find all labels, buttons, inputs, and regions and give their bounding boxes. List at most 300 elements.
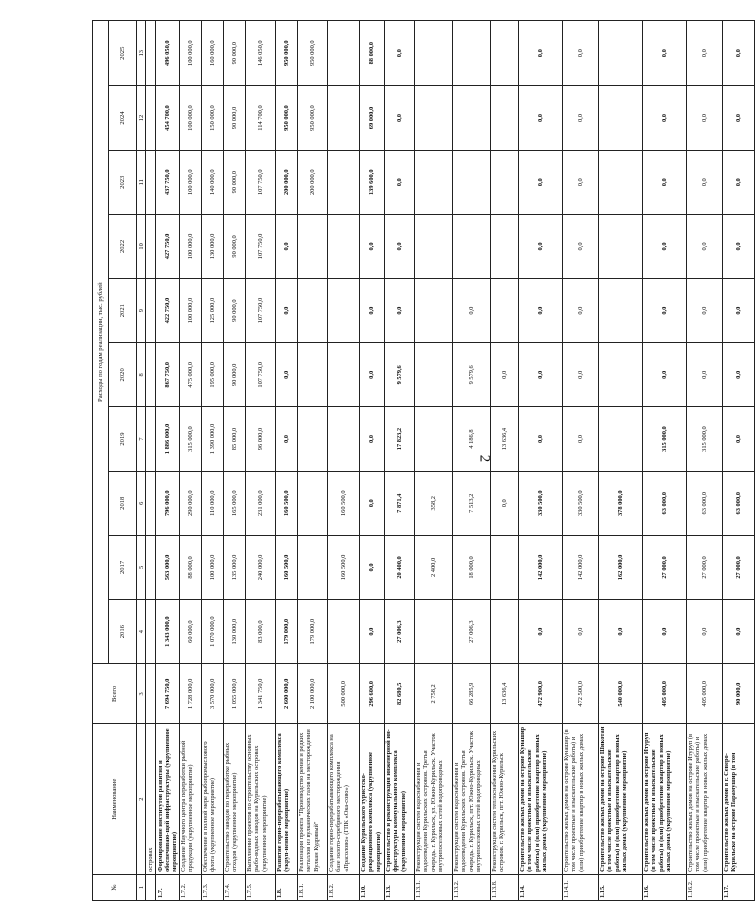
row-year-value: 100 000,0 — [179, 86, 201, 150]
row-year-value: 9 579,6 — [452, 343, 490, 407]
row-year-value — [598, 214, 642, 278]
row-year-value — [414, 407, 452, 471]
row-year-value: 0,0 — [598, 600, 642, 664]
table-row — [598, 21, 642, 901]
row-year-value: 0,0 — [642, 214, 686, 278]
row-year-value: 422 750,0 — [156, 279, 180, 343]
row-number: 1.13.2. — [452, 874, 490, 900]
table-row — [179, 21, 201, 901]
row-year-value: 0,0 — [686, 343, 722, 407]
row-year-value: 0,0 — [722, 343, 754, 407]
row-year-value: 107 750,0 — [245, 150, 275, 214]
row-year-value — [490, 214, 518, 278]
row-year-value: 7 513,2 — [452, 471, 490, 535]
row-name: Строительство жилых домов на острове Кунашир (в том числе проектные и изыскательские работы) и (или) приобретение квартир в новых жилых домах — [562, 724, 598, 874]
header-year: 2022 — [109, 214, 137, 278]
header-year: 2025 — [109, 21, 137, 86]
row-year-value — [327, 150, 359, 214]
row-year-value: 0,0 — [562, 279, 598, 343]
row-year-value: 142 000,0 — [518, 535, 562, 599]
row-year-value: 18 000,0 — [452, 535, 490, 599]
row-number: 1.13. — [384, 874, 414, 900]
row-year-value: 160 500,0 — [327, 471, 359, 535]
row-year-value: 179 000,0 — [297, 600, 327, 664]
header-year: 2021 — [109, 279, 137, 343]
table-row — [297, 21, 327, 901]
header-year: 2018 — [109, 471, 137, 535]
row-name: Создание Курильского туристско-рекреационного комплекса (укрупненное мероприятие) — [359, 724, 384, 874]
row-year-value: 27 006,3 — [384, 600, 414, 664]
row-number: 1.8.2. — [327, 874, 359, 900]
row-year-value: 0,0 — [722, 600, 754, 664]
row-name: Создание Научного центра переработки рыбной продукции (укрупненное мероприятие) — [179, 724, 201, 874]
row-year-value: 27 000,0 — [722, 535, 754, 599]
row-year-value: 0,0 — [275, 407, 297, 471]
row-year-value — [598, 279, 642, 343]
row-year-value: 69 000,0 — [359, 86, 384, 150]
table-body — [146, 21, 755, 901]
row-year-value: 0,0 — [384, 21, 414, 86]
row-year-value: 231 000,0 — [245, 471, 275, 535]
row-year-value: 0,0 — [359, 471, 384, 535]
row-year-value — [452, 214, 490, 278]
row-year-value — [146, 600, 156, 664]
row-year-value: 330 500,0 — [562, 471, 598, 535]
row-name: Реконструкция систем водоснабжения и водоотведения Курильских островов. Третья очередь. г. Курильск, пгт. Южно-Курильск. Участок внутрипоселковых сетей водопроводных — [452, 724, 490, 874]
row-year-value — [146, 535, 156, 599]
row-year-value: 90 000,0 — [223, 343, 245, 407]
row-number: 1.7. — [156, 874, 180, 900]
table-row — [642, 21, 686, 901]
row-year-value — [598, 21, 642, 86]
row-year-value: 0,0 — [275, 279, 297, 343]
row-year-value: 27 000,0 — [686, 535, 722, 599]
row-year-value: 179 000,0 — [275, 600, 297, 664]
row-total: 7 694 750,0 — [156, 664, 180, 724]
row-year-value: 0,0 — [642, 21, 686, 86]
row-total: 1 055 000,0 — [223, 664, 245, 724]
row-year-value: 0,0 — [562, 407, 598, 471]
row-year-value: 1 343 000,0 — [156, 600, 180, 664]
row-year-value: 475 000,0 — [179, 343, 201, 407]
row-year-value: 0,0 — [686, 21, 722, 86]
row-year-value: 0,0 — [452, 279, 490, 343]
row-year-value: 88 000,0 — [359, 21, 384, 86]
row-year-value: 867 750,0 — [156, 343, 180, 407]
row-year-value: 1 070 000,0 — [201, 600, 223, 664]
table-row — [562, 21, 598, 901]
table-row — [146, 21, 156, 901]
row-total: 472 900,0 — [518, 664, 562, 724]
row-year-value: 0,0 — [722, 407, 754, 471]
row-year-value: 496 050,0 — [156, 21, 180, 86]
row-number: 1.14.1. — [562, 874, 598, 900]
row-year-value — [146, 343, 156, 407]
row-year-value: 950 000,0 — [275, 21, 297, 86]
row-year-value: 20 400,0 — [384, 535, 414, 599]
row-year-value: 950 000,0 — [297, 21, 327, 86]
header-year: 2023 — [109, 150, 137, 214]
row-year-value — [414, 343, 452, 407]
row-year-value: 0,0 — [359, 600, 384, 664]
row-total: 82 680,5 — [384, 664, 414, 724]
row-year-value: 88 000,0 — [179, 535, 201, 599]
row-number: 1.16. — [642, 874, 686, 900]
row-year-value: 315 000,0 — [642, 407, 686, 471]
row-year-value: 0,0 — [686, 150, 722, 214]
row-year-value: 378 000,0 — [598, 471, 642, 535]
row-number: 1.13.1. — [414, 874, 452, 900]
row-year-value: 27 006,3 — [452, 600, 490, 664]
row-year-value — [414, 21, 452, 86]
header-name: Наименование — [93, 724, 137, 874]
row-name: Формирование институтов развития и обеспечиваю-щей инфраструктуры (укрупненное мероприятие) — [156, 724, 180, 874]
row-name: Строительство жилых домов в г. Северо-Курильске на острове Парамушир (в том — [722, 724, 754, 874]
row-year-value — [146, 86, 156, 150]
row-year-value: 63 000,0 — [642, 471, 686, 535]
row-year-value: 950 000,0 — [275, 86, 297, 150]
row-total: 405 000,0 — [686, 664, 722, 724]
row-year-value — [414, 150, 452, 214]
column-number: 12 — [137, 86, 146, 150]
row-year-value: 0,0 — [642, 279, 686, 343]
row-total: 540 000,0 — [598, 664, 642, 724]
table-row — [275, 21, 297, 901]
row-year-value — [297, 214, 327, 278]
column-number: 9 — [137, 279, 146, 343]
row-year-value: 96 000,0 — [245, 407, 275, 471]
row-year-value: 1 390 000,0 — [201, 407, 223, 471]
row-year-value: 0,0 — [518, 214, 562, 278]
row-year-value — [452, 21, 490, 86]
row-year-value: 0,0 — [518, 407, 562, 471]
row-year-value: 110 000,0 — [201, 471, 223, 535]
column-number: 13 — [137, 21, 146, 86]
row-year-value: 162 000,0 — [598, 535, 642, 599]
row-total: 1 728 000,0 — [179, 664, 201, 724]
row-year-value: 114 700,0 — [245, 86, 275, 150]
row-year-value: 0,0 — [722, 279, 754, 343]
row-year-value — [297, 471, 327, 535]
row-year-value — [146, 471, 156, 535]
row-year-value: 0,0 — [562, 343, 598, 407]
table-row — [384, 21, 414, 901]
row-year-value: 0,0 — [642, 343, 686, 407]
row-year-value: 0,0 — [518, 150, 562, 214]
row-total — [146, 664, 156, 724]
row-year-value: 100 000,0 — [179, 214, 201, 278]
row-year-value: 60 000,0 — [179, 600, 201, 664]
row-year-value: 90 000,0 — [223, 279, 245, 343]
row-year-value — [490, 279, 518, 343]
row-year-value: 454 700,0 — [156, 86, 180, 150]
row-year-value: 90 000,0 — [223, 21, 245, 86]
header-year: 2019 — [109, 407, 137, 471]
row-name: Строительство и реконструкция инженерной ин-фраструктуры коммунального комплекса (укрупненное мероприятие) — [384, 724, 414, 874]
row-name: Строительство заводов по переработке рыбных отходов (укрупненное мероприятие) — [223, 724, 245, 874]
row-number: 1.7.2. — [179, 874, 201, 900]
row-number: 1.7.3. — [201, 874, 223, 900]
row-name: Строительство жилых домов на острове Кунашир (в том числе проектные и изыскательские работы) и (или) приобретение квартир в новых жилых домах (укрупненное мероприятие) — [518, 724, 562, 874]
row-name: Выполнение проектов по строительству основных рыбо-водных заводов на Курильских островах (укрупненное мероприятие) — [245, 724, 275, 874]
row-year-value: 90 000,0 — [223, 214, 245, 278]
row-year-value — [297, 279, 327, 343]
row-year-value: 160 500,0 — [327, 535, 359, 599]
row-number: 1.7.4. — [223, 874, 245, 900]
row-name: Развитие горно-перерабатывающего комплекса (укруп-ненное мероприятие) — [275, 724, 297, 874]
column-number: 7 — [137, 407, 146, 471]
row-year-value: 27 000,0 — [642, 535, 686, 599]
row-year-value — [146, 150, 156, 214]
row-total: 90 000,0 — [722, 664, 754, 724]
row-year-value — [452, 86, 490, 150]
row-year-value: 0,0 — [275, 343, 297, 407]
row-year-value — [146, 214, 156, 278]
row-year-value — [327, 86, 359, 150]
budget-table — [92, 20, 755, 901]
row-name: Строительство жилых домов на острове Итуруп (в том числе проектные и изыскательские работы) и (или) приобретение квартир в новых жилых домах (укрупненное мероприятие) — [642, 724, 686, 874]
row-total: 66 285,9 — [452, 664, 490, 724]
column-number: 11 — [137, 150, 146, 214]
row-year-value: 315 000,0 — [179, 407, 201, 471]
row-year-value: 107 750,0 — [245, 279, 275, 343]
row-year-value: 63 000,0 — [686, 471, 722, 535]
row-year-value: 0,0 — [686, 86, 722, 150]
row-year-value: 135 000,0 — [223, 535, 245, 599]
row-number — [146, 874, 156, 900]
row-year-value: 0,0 — [518, 279, 562, 343]
row-year-value: 0,0 — [359, 535, 384, 599]
budget-table-container — [92, 20, 742, 901]
row-year-value — [598, 343, 642, 407]
column-number: 6 — [137, 471, 146, 535]
row-year-value: 146 050,0 — [245, 21, 275, 86]
row-year-value: 796 000,0 — [156, 471, 180, 535]
row-year-value: 0,0 — [359, 343, 384, 407]
row-year-value: 0,0 — [722, 86, 754, 150]
header-total: Всего — [93, 664, 137, 724]
row-name: Строительство жилых домов на острове Шикотан (в том числе проектные и изыскательские работы) и (или) приобретение квартир в новых жилых домах (укрупненное мероприятие) — [598, 724, 642, 874]
row-year-value: 9 579,6 — [384, 343, 414, 407]
column-number: 2 — [137, 724, 146, 874]
row-year-value: 358,2 — [414, 471, 452, 535]
row-year-value — [490, 535, 518, 599]
column-number: 1 — [137, 874, 146, 900]
row-year-value: 140 000,0 — [201, 150, 223, 214]
row-year-value: 437 750,0 — [156, 150, 180, 214]
header-num: № — [93, 874, 137, 900]
row-year-value: 0,0 — [642, 150, 686, 214]
row-year-value: 100 000,0 — [179, 279, 201, 343]
column-number: 5 — [137, 535, 146, 599]
row-year-value: 0,0 — [518, 86, 562, 150]
row-year-value — [297, 535, 327, 599]
row-year-value: 160 500,0 — [275, 471, 297, 535]
row-year-value: 0,0 — [490, 343, 518, 407]
row-year-value: 0,0 — [384, 150, 414, 214]
row-number: 1.7.5. — [245, 874, 275, 900]
row-year-value: 0,0 — [490, 471, 518, 535]
row-year-value — [490, 21, 518, 86]
row-year-value: 0,0 — [384, 279, 414, 343]
row-total: 1 341 750,0 — [245, 664, 275, 724]
row-total: 472 500,0 — [562, 664, 598, 724]
row-total: 500 000,0 — [327, 664, 359, 724]
row-year-value: 130 000,0 — [201, 214, 223, 278]
row-year-value: 90 000,0 — [223, 86, 245, 150]
row-year-value: 0,0 — [686, 214, 722, 278]
table-row — [722, 21, 754, 901]
row-year-value: 83 000,0 — [245, 600, 275, 664]
row-year-value: 330 500,0 — [518, 471, 562, 535]
row-total: 3 570 000,0 — [201, 664, 223, 724]
rotated-table-wrapper — [92, 20, 742, 901]
row-total: 13 636,4 — [490, 664, 518, 724]
row-year-value: 0,0 — [518, 21, 562, 86]
row-year-value — [327, 279, 359, 343]
row-year-value: 100 000,0 — [201, 535, 223, 599]
row-total: 296 600,0 — [359, 664, 384, 724]
row-number: 1.13.8. — [490, 874, 518, 900]
row-year-value: 0,0 — [686, 600, 722, 664]
row-year-value — [490, 600, 518, 664]
row-year-value: 150 000,0 — [201, 86, 223, 150]
row-year-value: 0,0 — [562, 214, 598, 278]
row-year-value — [327, 600, 359, 664]
row-year-value: 142 000,0 — [562, 535, 598, 599]
table-row — [327, 21, 359, 901]
row-year-value: 130 000,0 — [223, 600, 245, 664]
table-row — [223, 21, 245, 901]
row-year-value: 315 000,0 — [686, 407, 722, 471]
row-year-value — [327, 407, 359, 471]
row-year-value: 0,0 — [359, 214, 384, 278]
row-year-value: 0,0 — [384, 86, 414, 150]
row-year-value: 563 000,0 — [156, 535, 180, 599]
page-number: 2 — [476, 454, 493, 463]
row-name: Реконструкция систем водоснабжения и водоотведения Курильских островов. Третья очередь. г. Курильск, ул. Южно-Курильск. Участок внутрипоселковых сетей водопроводных — [414, 724, 452, 874]
row-year-value — [146, 407, 156, 471]
row-number: 1.10. — [359, 874, 384, 900]
row-year-value: 13 636,4 — [490, 407, 518, 471]
row-year-value: 0,0 — [562, 21, 598, 86]
row-year-value: 0,0 — [562, 86, 598, 150]
table-row — [359, 21, 384, 901]
row-year-value: 0,0 — [722, 214, 754, 278]
row-year-value — [327, 214, 359, 278]
row-year-value: 4 186,8 — [452, 407, 490, 471]
row-year-value — [598, 86, 642, 150]
row-year-value — [146, 21, 156, 86]
row-year-value — [414, 279, 452, 343]
row-name: островах — [146, 724, 156, 874]
row-year-value — [452, 150, 490, 214]
table-row — [452, 21, 490, 901]
row-year-value: 0,0 — [722, 150, 754, 214]
column-number: 10 — [137, 214, 146, 278]
row-year-value: 100 000,0 — [179, 21, 201, 86]
row-year-value: 85 000,0 — [223, 407, 245, 471]
row-year-value: 0,0 — [686, 279, 722, 343]
row-year-value: 0,0 — [562, 150, 598, 214]
row-year-value — [327, 21, 359, 86]
header-year: 2016 — [109, 600, 137, 664]
table-row — [490, 21, 518, 901]
table-row — [518, 21, 562, 901]
row-year-value — [414, 600, 452, 664]
row-total: 405 000,0 — [642, 664, 686, 724]
table-row — [201, 21, 223, 901]
row-year-value: 0,0 — [642, 600, 686, 664]
row-year-value: 0,0 — [722, 21, 754, 86]
row-year-value: 7 871,4 — [384, 471, 414, 535]
row-year-value — [327, 343, 359, 407]
column-number: 8 — [137, 343, 146, 407]
row-year-value: 100 000,0 — [179, 150, 201, 214]
row-year-value: 950 000,0 — [297, 86, 327, 150]
row-year-value: 0,0 — [562, 600, 598, 664]
row-year-value: 107 750,0 — [245, 343, 275, 407]
row-year-value: 427 750,0 — [156, 214, 180, 278]
row-number: 1.8. — [275, 874, 297, 900]
row-year-value — [297, 343, 327, 407]
row-year-value: 0,0 — [359, 407, 384, 471]
row-year-value: 200 000,0 — [297, 150, 327, 214]
row-year-value: 1 886 000,0 — [156, 407, 180, 471]
row-year-value: 0,0 — [359, 279, 384, 343]
row-year-value: 0,0 — [275, 214, 297, 278]
table-row — [156, 21, 180, 901]
row-total: 2 758,2 — [414, 664, 452, 724]
row-year-value: 2 400,0 — [414, 535, 452, 599]
table-row — [245, 21, 275, 901]
row-year-value: 125 000,0 — [201, 279, 223, 343]
row-year-value: 195 000,0 — [201, 343, 223, 407]
row-name: Создание горно-перерабатывающего комплекса на базе золото-серебряного месторождения «Прасолово» (ГПК «Ока-сово») — [327, 724, 359, 874]
row-name: Обеспечение в полной мере рыбопромыслового флота (укрупненное мероприятие) — [201, 724, 223, 874]
row-number: 1.15. — [598, 874, 642, 900]
row-year-value: 17 823,2 — [384, 407, 414, 471]
row-name: Строительство жилых домов на острове Итуруп (в том числе проектные и изыскательские работы) и (или) приобретение квартир в новых жилых домах — [686, 724, 722, 874]
row-number: 1.8.1. — [297, 874, 327, 900]
row-year-value: 107 750,0 — [245, 214, 275, 278]
row-year-value — [490, 86, 518, 150]
row-name: Реконструкция систем теплоснабжения Курильских островов. г. Курильск, пгт. Южно-Курильск — [490, 724, 518, 874]
row-number: 1.14. — [518, 874, 562, 900]
row-year-value — [414, 214, 452, 278]
row-year-value: 290 000,0 — [179, 471, 201, 535]
row-year-value: 165 000,0 — [223, 471, 245, 535]
row-total: 2 100 000,0 — [297, 664, 327, 724]
row-year-value: 0,0 — [384, 214, 414, 278]
header-year: 2017 — [109, 535, 137, 599]
row-year-value: 63 000,0 — [722, 471, 754, 535]
header-expenses: Расходы по годам реализации, тыс. рублей — [93, 21, 109, 664]
row-year-value: 160 500,0 — [275, 535, 297, 599]
column-number-row — [137, 21, 146, 901]
row-year-value: 240 000,0 — [245, 535, 275, 599]
row-year-value: 0,0 — [518, 343, 562, 407]
table-row — [686, 21, 722, 901]
header-year: 2020 — [109, 343, 137, 407]
header-year: 2024 — [109, 86, 137, 150]
row-total: 2 600 000,0 — [275, 664, 297, 724]
row-year-value — [598, 150, 642, 214]
column-number: 4 — [137, 600, 146, 664]
row-year-value: 160 000,0 — [201, 21, 223, 86]
row-name: Реализация проекта "Производство рения и редких металлов из вулканических газов на месторождении Вулкан Кудрявый" — [297, 724, 327, 874]
row-year-value — [490, 150, 518, 214]
